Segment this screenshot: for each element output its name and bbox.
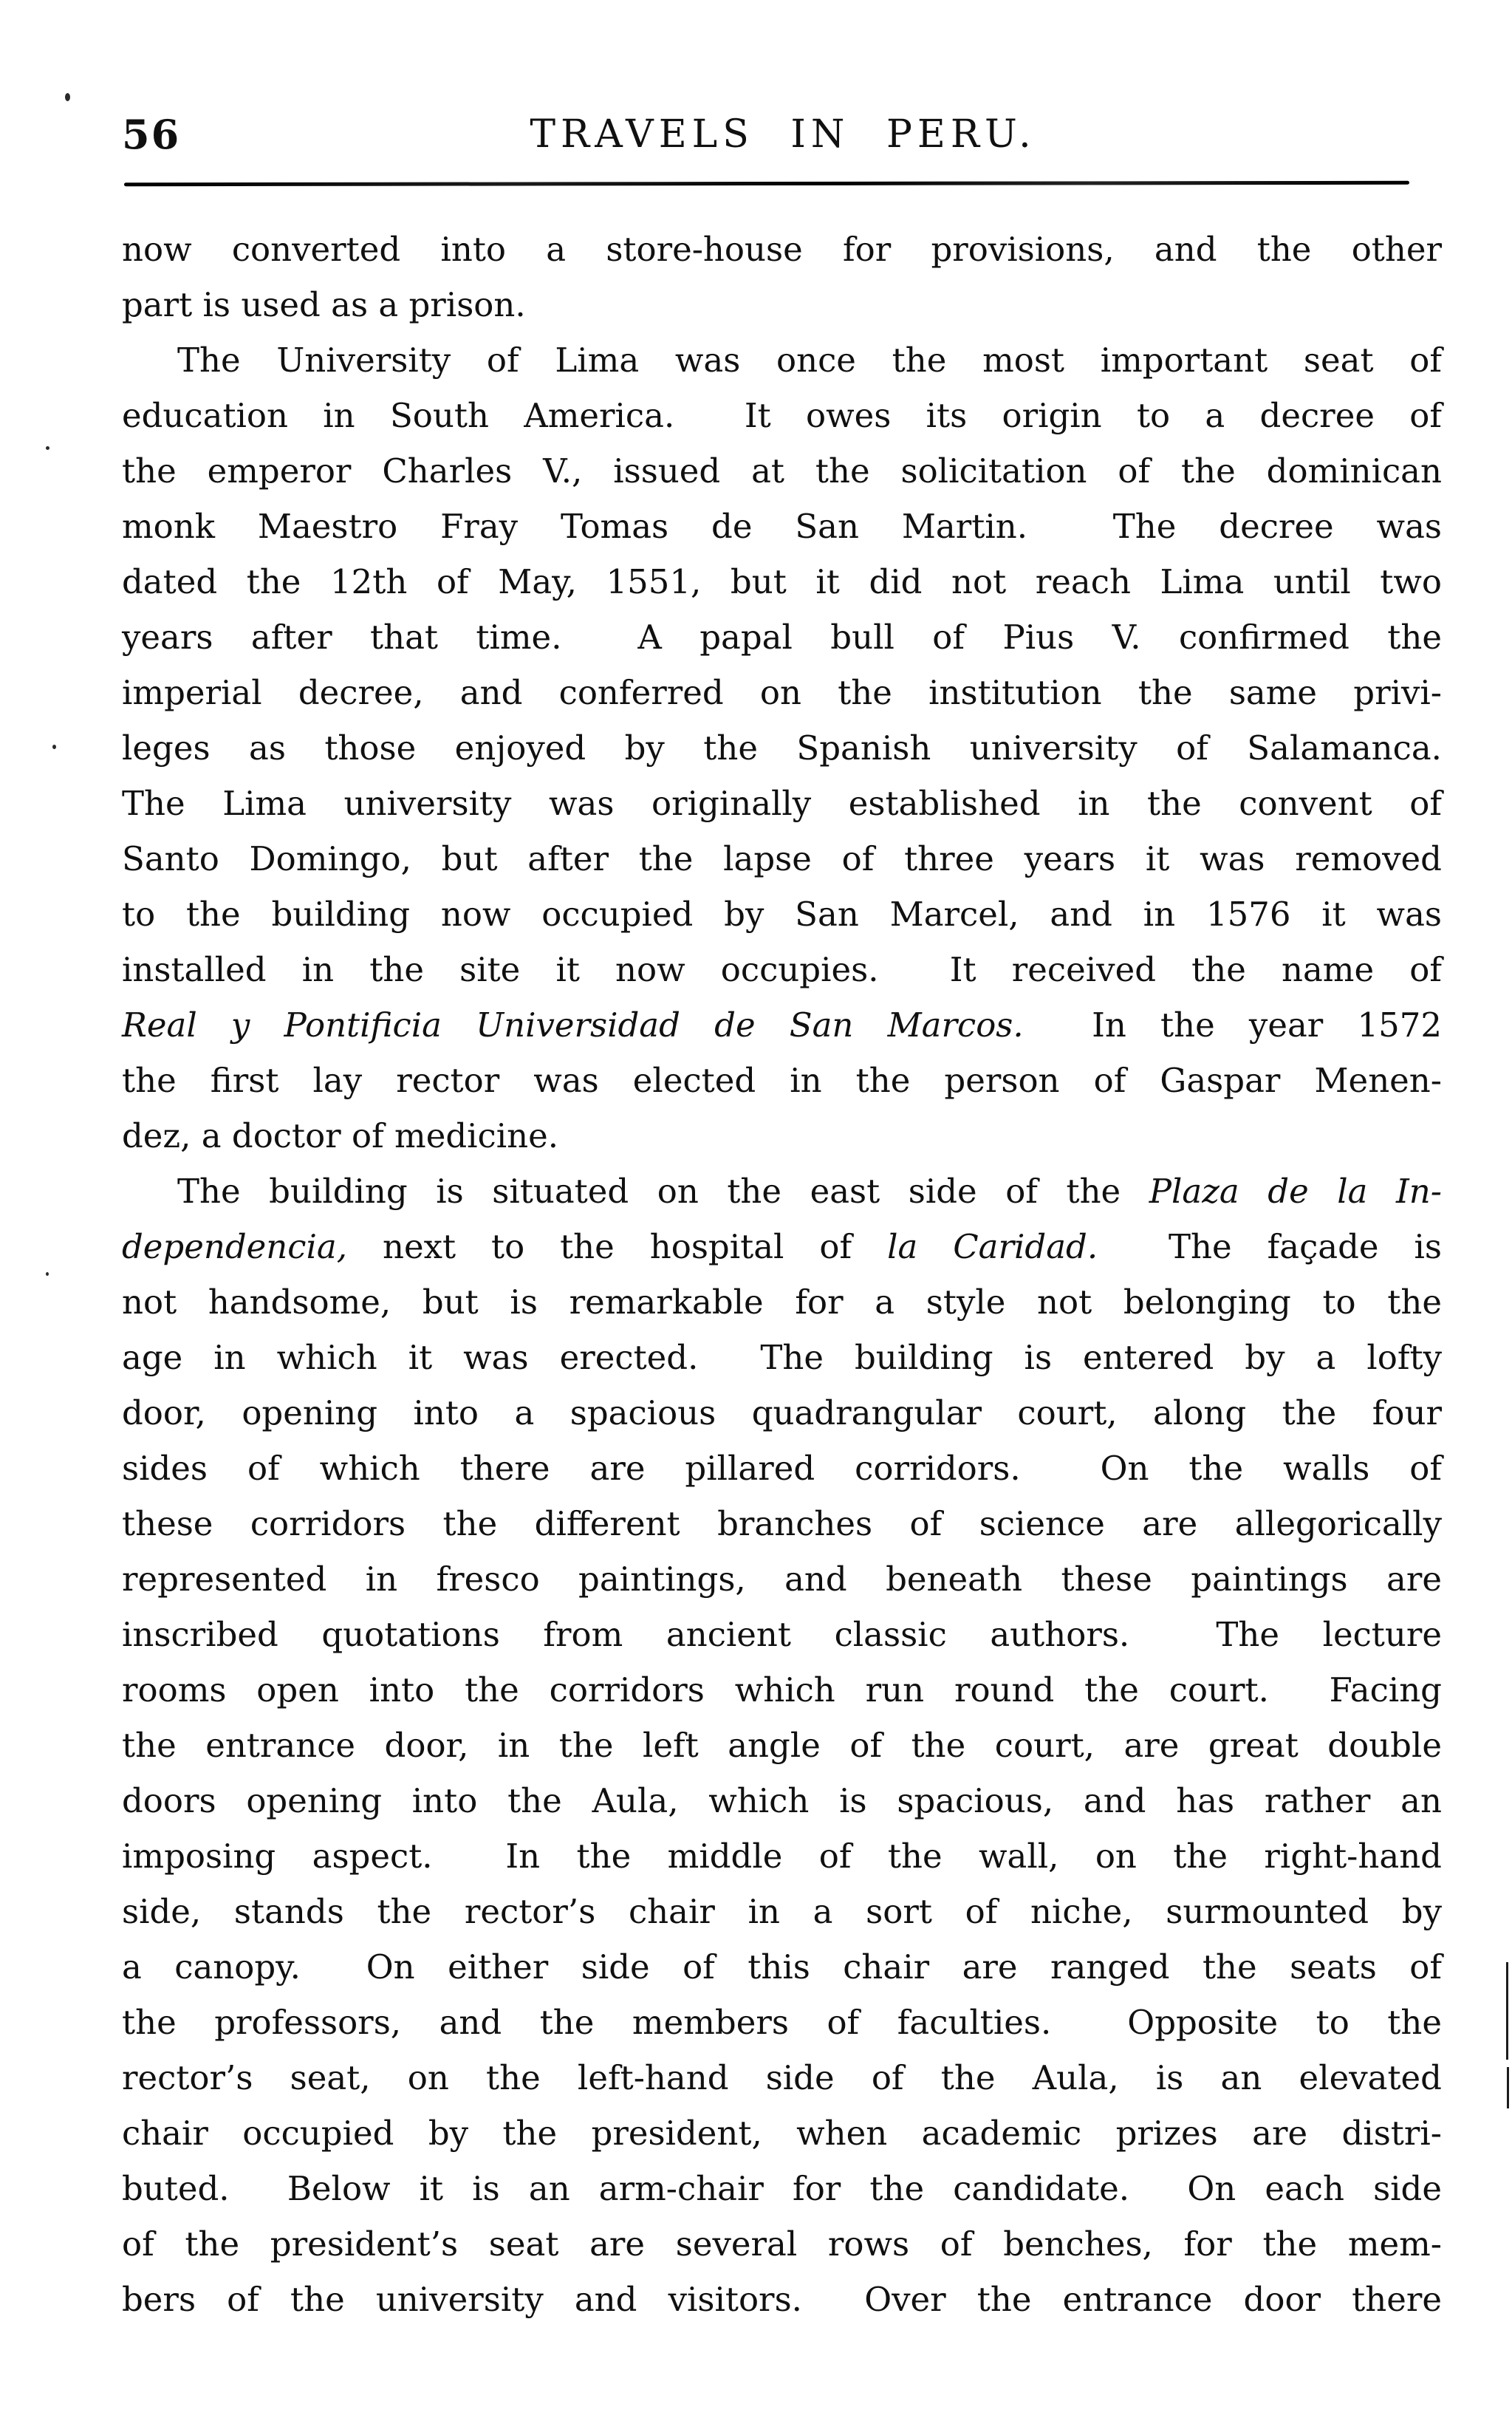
italic-text-segment: dependencia,: [122, 1227, 348, 1266]
paragraph: [122, 332, 1442, 1164]
running-header-title: TRAVELS IN PERU.: [530, 112, 1036, 157]
scan-speck: [46, 446, 49, 450]
text-segment: The University of Lima was once the most important seat of: [177, 341, 1442, 380]
text-segment: education in South America. It owes its origin to a decree of: [122, 396, 1442, 435]
scan-speck: [65, 93, 70, 101]
text-segment: not handsome, but is remarkable for a style not belonging to the: [122, 1282, 1442, 1322]
body-line: [122, 222, 1442, 277]
paragraph: [122, 222, 1442, 332]
scan-edge-mark: [1507, 2067, 1509, 2108]
text-segment: represented in fresco paintings, and beneath these paintings are: [122, 1560, 1442, 1599]
text-segment: monk Maestro Fray Tomas de San Martin. The decree was: [122, 507, 1442, 546]
body-line: [122, 1773, 1442, 1828]
italic-text-segment: la Caridad.: [887, 1227, 1098, 1266]
body-line: [122, 554, 1442, 609]
text-segment: The building is situated on the east side of the: [177, 1172, 1149, 1211]
body-line: [122, 2216, 1442, 2272]
body-line: [122, 997, 1442, 1053]
body-line: [122, 2272, 1442, 2327]
body-line: [122, 1164, 1442, 1219]
text-segment: rector’s seat, on the left-hand side of the Aula, is an elevated: [122, 2058, 1442, 2097]
body-line: [122, 332, 1442, 388]
text-segment: these corridors the different branches of science are allegorically: [122, 1504, 1442, 1543]
text-segment: leges as those enjoyed by the Spanish university of Salamanca.: [122, 728, 1442, 768]
body-line: [122, 1108, 1442, 1164]
text-segment: the first lay rector was elected in the person of Gaspar Menen-: [122, 1061, 1442, 1100]
text-segment: doors opening into the Aula, which is spacious, and has rather an: [122, 1781, 1442, 1820]
body-line: [122, 1718, 1442, 1773]
body-line: [122, 1662, 1442, 1718]
body-line: [122, 1441, 1442, 1496]
body-line: [122, 1828, 1442, 1884]
text-segment: bers of the university and visitors. Over the entrance door there: [122, 2280, 1442, 2319]
body-line: [122, 665, 1442, 720]
body-line: [122, 1219, 1442, 1274]
text-segment: Santo Domingo, but after the lapse of three years it was removed: [122, 839, 1442, 878]
text-segment: to the building now occupied by San Marcel, and in 1576 it was: [122, 895, 1442, 934]
text-segment: imperial decree, and conferred on the institution the same privi-: [122, 673, 1442, 712]
scan-speck: [52, 745, 56, 749]
text-segment: imposing aspect. In the middle of the wall, on the right-hand: [122, 1837, 1442, 1876]
text-segment: years after that time. A papal bull of Pius V. confirmed the: [122, 618, 1442, 657]
body-line: [122, 1607, 1442, 1662]
text-segment: The Lima university was originally established in the convent of: [122, 784, 1442, 823]
body-line: [122, 942, 1442, 997]
body-line: [122, 443, 1442, 499]
text-segment: the emperor Charles V., issued at the solicitation of the dominican: [122, 451, 1442, 491]
text-segment: sides of which there are pillared corridors. On the walls of: [122, 1449, 1442, 1488]
paragraph: [122, 1164, 1442, 2327]
body-line: [122, 1053, 1442, 1108]
body-line: [122, 887, 1442, 942]
text-segment: door, opening into a spacious quadrangular court, along the four: [122, 1393, 1442, 1432]
text-segment: buted. Below it is an arm-chair for the candidate. On each side: [122, 2169, 1442, 2208]
body-line: [122, 831, 1442, 887]
text-segment: chair occupied by the president, when academic prizes are distri-: [122, 2114, 1442, 2153]
body-line: [122, 1330, 1442, 1385]
text-segment: now converted into a store-house for provisions, and the other: [122, 230, 1442, 269]
text-segment: rooms open into the corridors which run round the court. Facing: [122, 1670, 1442, 1709]
page-body-text: [122, 222, 1442, 2327]
text-segment: dez, a doctor of medicine.: [122, 1116, 559, 1155]
body-line: [122, 1274, 1442, 1330]
page-number: 56: [122, 111, 181, 158]
text-segment: inscribed quotations from ancient classic authors. The lecture: [122, 1615, 1442, 1654]
header-rule: [124, 181, 1409, 186]
body-line: [122, 2050, 1442, 2105]
text-segment: a canopy. On either side of this chair are ranged the seats of: [122, 1947, 1442, 1987]
text-segment: installed in the site it now occupies. It received the name of: [122, 950, 1442, 989]
body-line: [122, 1884, 1442, 1939]
text-segment: the entrance door, in the left angle of the court, are great double: [122, 1726, 1442, 1765]
body-line: [122, 2161, 1442, 2216]
body-line: [122, 2105, 1442, 2161]
scan-speck: [46, 1272, 49, 1276]
italic-text-segment: Plaza de la In-: [1149, 1172, 1442, 1211]
text-segment: side, stands the rector’s chair in a sort of niche, surmounted by: [122, 1892, 1442, 1931]
text-segment: age in which it was erected. The building is entered by a lofty: [122, 1338, 1442, 1377]
body-line: [122, 1551, 1442, 1607]
text-segment: the professors, and the members of faculties. Opposite to the: [122, 2003, 1442, 2042]
body-line: [122, 1995, 1442, 2050]
text-segment: of the president’s seat are several rows of benches, for the mem-: [122, 2224, 1442, 2264]
body-line: [122, 776, 1442, 831]
text-segment: part is used as a prison.: [122, 285, 526, 324]
text-segment: In the year 1572: [1023, 1005, 1443, 1045]
body-line: [122, 277, 1442, 332]
italic-text-segment: Real y Pontificia Universidad de San Marcos.: [122, 1005, 1024, 1045]
body-line: [122, 1385, 1442, 1441]
scan-edge-mark: [1506, 1962, 1508, 2060]
text-segment: next to the hospital of: [347, 1227, 888, 1266]
body-line: [122, 1939, 1442, 1995]
body-line: [122, 1496, 1442, 1551]
body-line: [122, 609, 1442, 665]
text-segment: The façade is: [1098, 1227, 1442, 1266]
body-line: [122, 499, 1442, 554]
text-segment: dated the 12th of May, 1551, but it did not reach Lima until two: [122, 562, 1442, 601]
body-line: [122, 720, 1442, 776]
body-line: [122, 388, 1442, 443]
